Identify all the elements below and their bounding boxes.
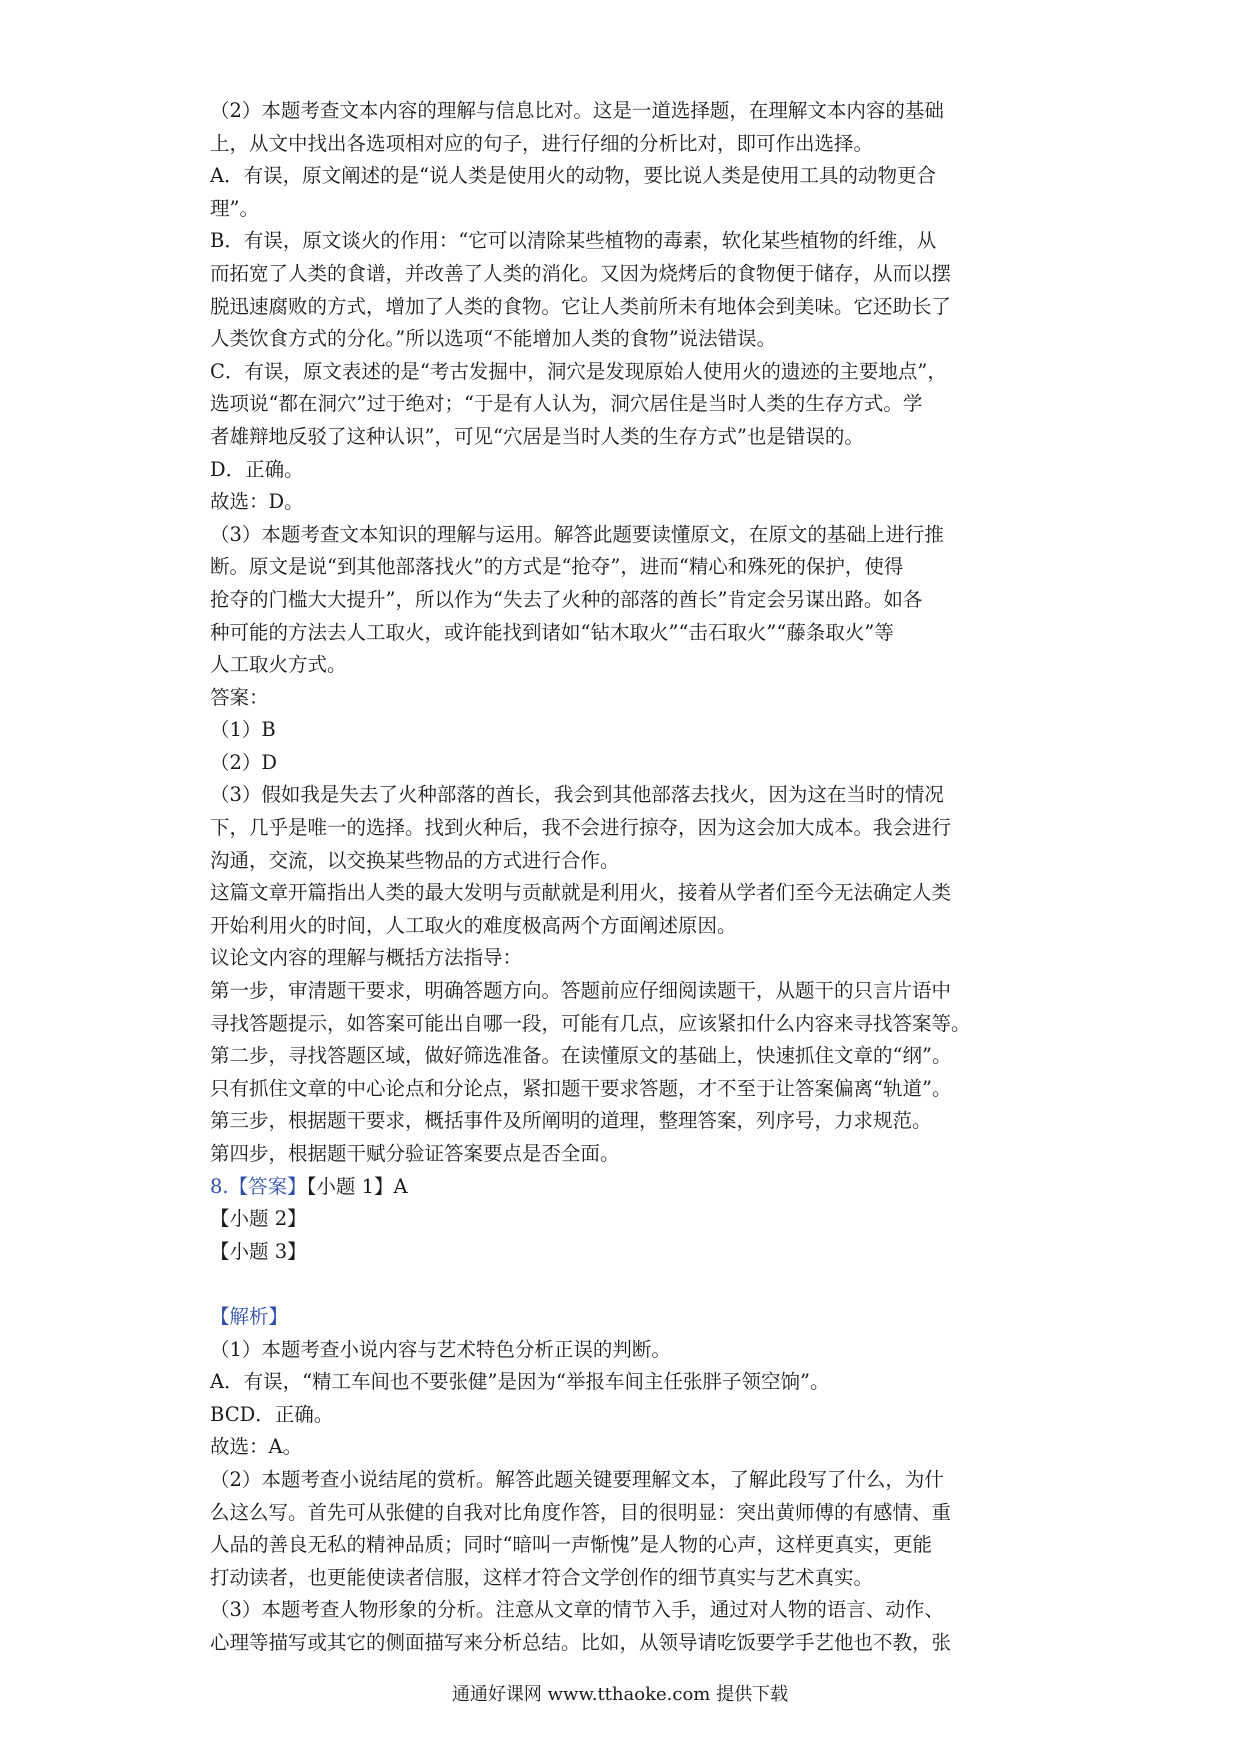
text-line: 人类饮食方式的分化。”所以选项“不能增加人类的食物”说法错误。 (210, 327, 777, 351)
text-line: 议论文内容的理解与概括方法指导： (210, 946, 523, 970)
text-line: 打动读者，也更能使读者信服，这样才符合文学创作的细节真实与艺术真实。 (210, 1565, 874, 1589)
text-line: 下，几乎是唯一的选择。找到火种后，我不会进行掠夺，因为这会加大成本。我会进行 (210, 816, 952, 840)
text-line: 抢夺的门槛大大提升”，所以作为“失去了火种的部落的酋长”肯定会另谋出路。如各 (210, 587, 923, 611)
text-line: 断。原文是说“到其他部落找火”的方式是“抢夺”，进而“精心和殊死的保护，使得 (210, 555, 904, 579)
sub-question-2: 【小题 2】 (210, 1207, 307, 1231)
text-line: 脱迅速腐败的方式，增加了人类的食物。它让人类前所未有地体会到美味。它还助长了 (210, 294, 952, 318)
text-line: 而拓宽了人类的食谱，并改善了人类的消化。又因为烧烤后的食物便于储存，从而以摆 (210, 261, 952, 285)
sub-question-1-answer: 【小题 1】A (306, 1174, 408, 1198)
text-line: 第四步，根据题干赋分验证答案要点是否全面。 (210, 1142, 620, 1165)
text-line: 开始利用火的时间，人工取火的难度极高两个方面阐述原因。 (210, 913, 737, 937)
text-line: 心理等描写或其它的侧面描写来分析总结。比如，从领导请吃饭要学手艺他也不教，张 (210, 1630, 952, 1654)
text-line: C．有误，原文表述的是“考古发掘中，洞穴是发现原始人使用火的遗迹的主要地点”， (210, 359, 947, 383)
text-line: 选项说“都在洞穴”过于绝对；“于是有人认为，洞穴居住是当时人类的生存方式。学 (210, 392, 923, 416)
spacer (210, 1268, 1040, 1301)
text-line: 第三步，根据题干要求，概括事件及所阐明的道理，整理答案，列序号，力求规范。 (210, 1109, 932, 1133)
text-line: A．有误，原文阐述的是“说人类是使用火的动物，要比说人类是使用工具的动物更合 (210, 164, 937, 188)
page-footer: 通通好课网 www.tthaoke.com 提供下载 (451, 1684, 789, 1705)
text-line: 人工取火方式。 (210, 653, 347, 677)
text-line: 者雄辩地反驳了这种认识”，可见“穴居是当时人类的生存方式”也是错误的。 (210, 424, 864, 448)
text-line: （2）D (210, 750, 278, 774)
text-line: 答案： (210, 685, 269, 709)
text-line: 上，从文中找出各选项相对应的句子，进行仔细的分析比对，即可作出选择。 (210, 131, 874, 155)
sub-question-3: 【小题 3】 (210, 1239, 307, 1263)
text-line: （1）本题考查小说内容与艺术特色分析正误的判断。 (210, 1337, 671, 1361)
answer-tag: 【答案】 (228, 1174, 307, 1198)
text-line: 故选：A。 (210, 1435, 303, 1459)
text-line: BCD．正确。 (210, 1402, 334, 1426)
text-line: （3）假如我是失去了火种部落的酋长，我会到其他部落去找火，因为这在当时的情况 (210, 783, 944, 807)
text-line: 故选：D。 (210, 490, 304, 514)
text-line: A．有误，“精工车间也不要张健”是因为“举报车间主任张胖子领空饷”。 (210, 1370, 830, 1394)
text-line: 第一步，审清题干要求，明确答题方向。答题前应仔细阅读题干，从题干的只言片语中 (210, 979, 952, 1003)
analysis-section-part1 (210, 95, 1040, 1171)
question-number: 8. (210, 1174, 229, 1198)
text-line: 只有抓住文章的中心论点和分论点，紧扣题干要求答题，才不至于让答案偏离“轨道”。 (210, 1076, 952, 1100)
text-line: 第二步，寻找答题区域，做好筛选准备。在读懂原文的基础上，快速抓住文章的“纲”。 (210, 1044, 952, 1068)
text-line: （2）本题考查小说结尾的赏析。解答此题关键要理解文本，了解此段写了什么，为什 (210, 1467, 944, 1491)
text-line: B．有误，原文谈火的作用：“它可以清除某些植物的毒素，软化某些植物的纤维，从 (210, 229, 937, 253)
analysis-section-part2 (210, 1334, 1040, 1660)
text-line: （3）本题考查人物形象的分析。注意从文章的情节入手，通过对人物的语言、动作、 (210, 1598, 944, 1622)
text-line: （3）本题考查文本知识的理解与运用。解答此题要读懂原文，在原文的基础上进行推 (210, 522, 944, 546)
text-line: 寻找答题提示，如答案可能出自哪一段，可能有几点，应该紧扣什么内容来寻找答案等。 (210, 1011, 971, 1035)
analysis-tag: 【解析】 (210, 1304, 289, 1328)
text-line: （1）B (210, 718, 276, 742)
text-line: 种可能的方法去人工取火，或许能找到诸如“钻木取火”“击石取火”“藤条取火”等 (210, 620, 894, 644)
question-8-answer-line (210, 1171, 1040, 1204)
document-body (210, 95, 1040, 1660)
text-line: 沟通，交流，以交换某些物品的方式进行合作。 (210, 848, 620, 872)
text-line: 理”。 (210, 196, 259, 220)
text-line: 这篇文章开篇指出人类的最大发明与贡献就是利用火，接着从学者们至今无法确定人类 (210, 881, 952, 905)
text-line: D．正确。 (210, 457, 304, 481)
text-line: （2）本题考查文本内容的理解与信息比对。这是一道选择题，在理解文本内容的基础 (210, 99, 944, 122)
text-line: 么这么写。首先可从张健的自我对比角度作答，目的很明显：突出黄师傅的有感情、重 (210, 1500, 952, 1524)
text-line: 人品的善良无私的精神品质；同时“暗叫一声惭愧”是人物的心声，这样更真实，更能 (210, 1533, 932, 1557)
